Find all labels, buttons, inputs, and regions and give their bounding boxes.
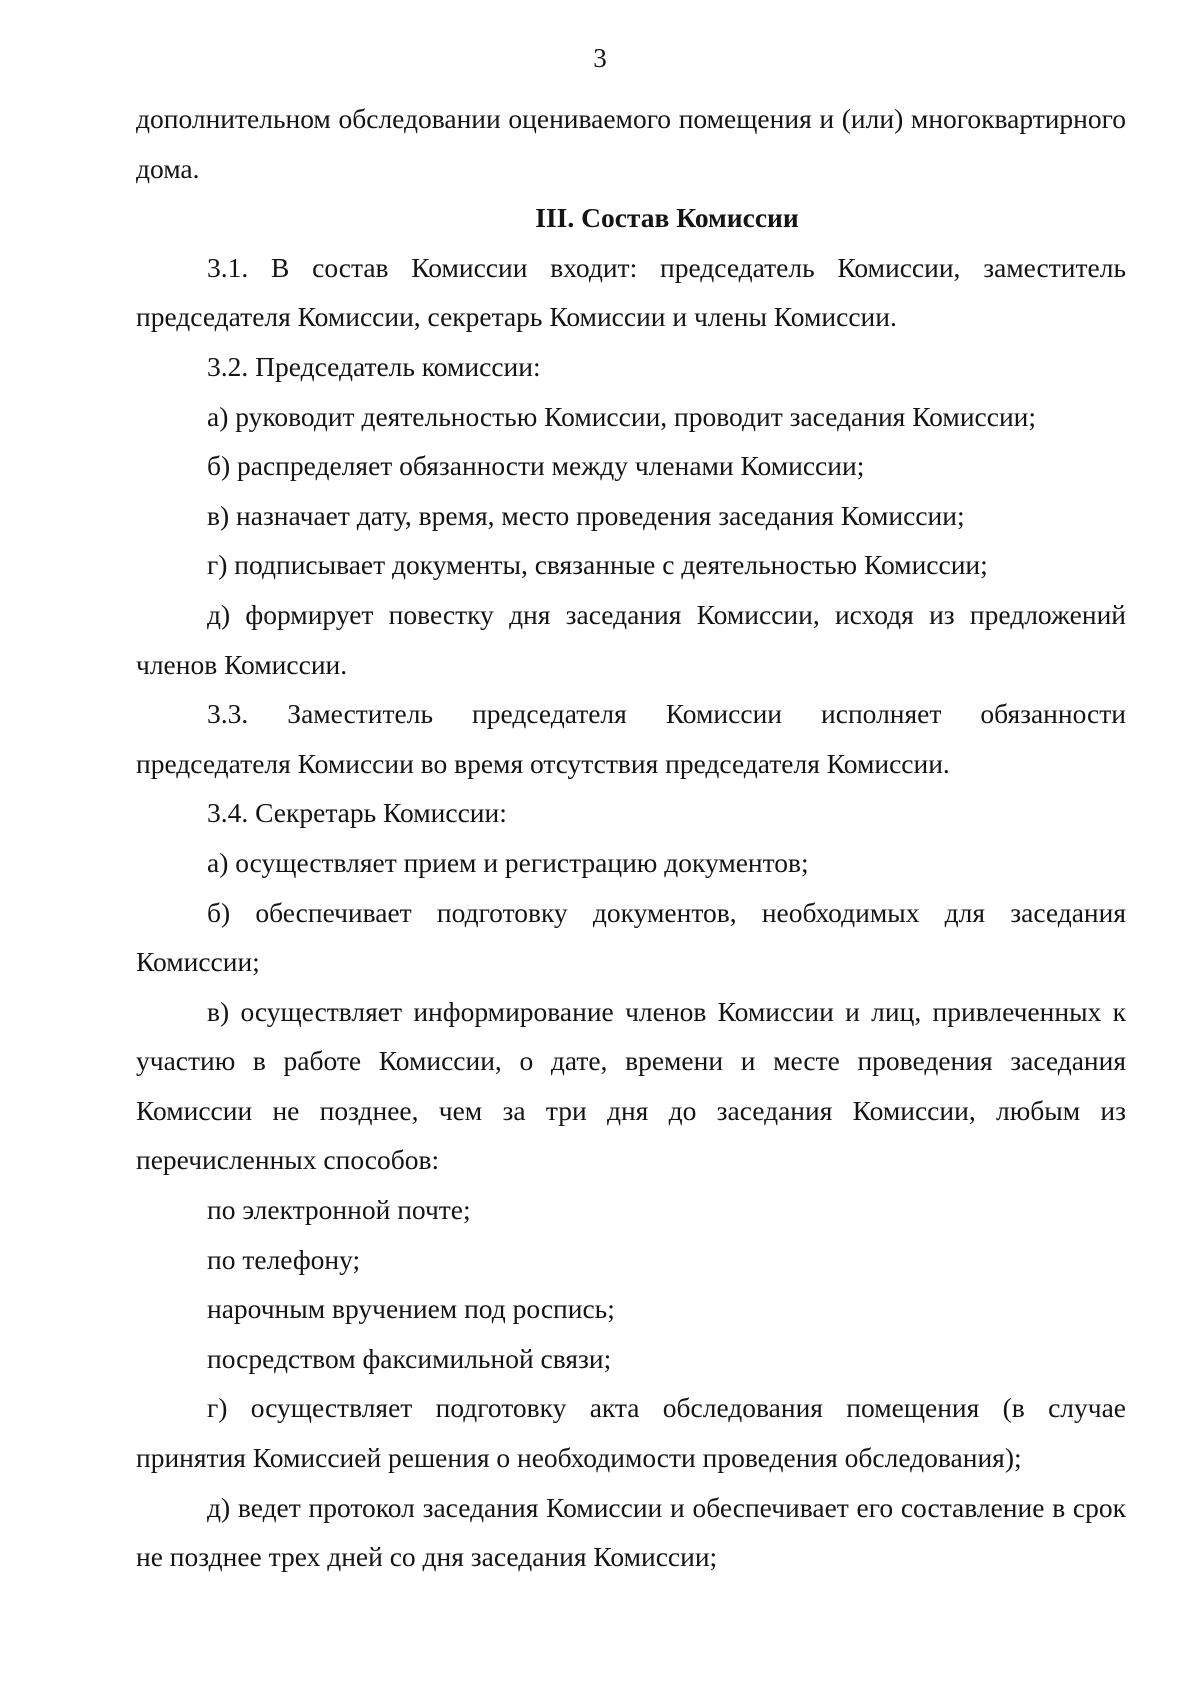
paragraph-3-4: 3.4. Секретарь Комиссии: bbox=[207, 797, 507, 829]
method-item: по телефону; bbox=[207, 1243, 361, 1275]
paragraph-3-1: 3.1. В состав Комиссии входит: председатель Комиссии, заместитель председателя Комиссии, секретарь Комиссии и члены Комиссии. bbox=[136, 251, 1126, 333]
list-item: а) руководит деятельностью Комиссии, проводит заседания Комиссии; bbox=[207, 400, 1037, 432]
list-item: а) осуществляет прием и регистрацию документов; bbox=[207, 846, 809, 878]
list-item: д) ведет протокол заседания Комиссии и обеспечивает его составление в срок не позднее трех дней со дня заседания Комиссии; bbox=[136, 1491, 1126, 1573]
paragraph-3-3: 3.3. Заместитель председателя Комиссии исполняет обязанности председателя Комиссии во время отсутствия председателя Комиссии. bbox=[136, 698, 1126, 779]
document-body bbox=[136, 94, 1126, 1582]
list-item: д) формирует повестку дня заседания Комиссии, исходя из предложений членов Комиссии. bbox=[136, 598, 1126, 680]
list-item: в) осуществляет информирование членов Комиссии и лиц, привлеченных к участию в работе Комиссии, о дате, времени и месте проведения заседания Комиссии не позднее, чем за три дня до заседания Комиссии, любым из перечисленных способов: bbox=[136, 995, 1126, 1176]
list-item: б) распределяет обязанности между членами Комиссии; bbox=[207, 450, 865, 482]
list-item: г) осуществляет подготовку акта обследования помещения (в случае принятия Комиссией решения о необходимости проведения обследования); bbox=[136, 1392, 1126, 1474]
section-heading: III. Состав Комиссии bbox=[535, 202, 799, 234]
page-number: 3 bbox=[593, 43, 607, 73]
method-item: посредством факсимильной связи; bbox=[207, 1342, 612, 1374]
paragraph-continuation: дополнительном обследовании оцениваемого помещения и (или) многоквартирного дома. bbox=[136, 103, 1126, 184]
method-item: по электронной почте; bbox=[207, 1194, 471, 1226]
list-item: в) назначает дату, время, место проведения заседания Комиссии; bbox=[207, 499, 965, 531]
paragraph-3-2: 3.2. Председатель комиссии: bbox=[207, 350, 541, 382]
method-item: нарочным вручением под роспись; bbox=[207, 1293, 615, 1325]
list-item: б) обеспечивает подготовку документов, необходимых для заседания Комиссии; bbox=[136, 896, 1126, 978]
list-item: г) подписывает документы, связанные с деятельностью Комиссии; bbox=[207, 549, 988, 581]
